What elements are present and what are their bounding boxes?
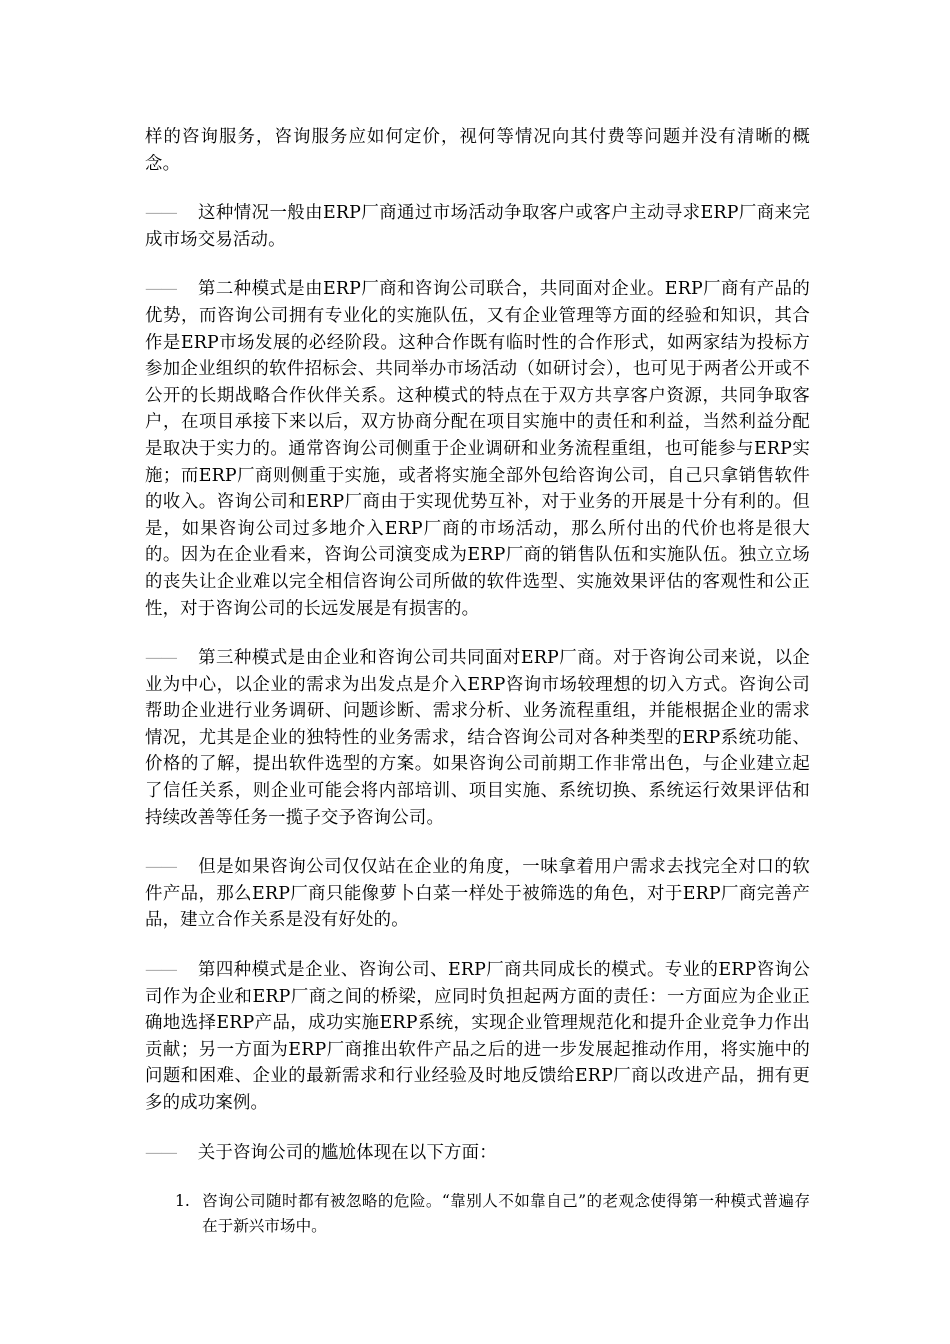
list-item-number: 1. (175, 1192, 190, 1211)
paragraph-text: 样的咨询服务，咨询服务应如何定价，视何等情况向其付费等问题并没有清晰的概念。 (145, 127, 810, 174)
paragraph-4 (145, 645, 810, 831)
lead-dash: —— (145, 1142, 176, 1163)
paragraph-6 (145, 957, 810, 1117)
lead-dash: —— (145, 648, 176, 669)
paragraph-text: 但是如果咨询公司仅仅站在企业的角度，一味拿着用户需求去找完全对口的软件产品，那么ERP厂商只能像萝卜白菜一样处于被筛选的角色，对于ERP厂商完善产品，建立合作关系是没有好处的。 (145, 857, 810, 931)
paragraph-7 (145, 1140, 810, 1167)
document-page (145, 124, 810, 1239)
paragraph-1 (145, 124, 810, 177)
paragraph-3 (145, 276, 810, 622)
paragraph-text: 第四种模式是企业、咨询公司、ERP厂商共同成长的模式。专业的ERP咨询公司作为企业和ERP厂商之间的桥梁，应同时负担起两方面的责任：一方面应为企业正确地选择ERP产品，成功实施ERP系统，实现企业管理规范化和提升企业竞争力作出贡献；另一方面为ERP厂商推出软件产品之后的进一步发展起推动作用，将实施中的问题和困难、企业的最新需求和行业经验及时地反馈给ERP厂商以改进产品，拥有更多的成功案例。 (145, 960, 810, 1113)
lead-dash: —— (145, 960, 176, 981)
paragraph-2 (145, 200, 810, 253)
numbered-list (145, 1189, 810, 1239)
paragraph-text: 关于咨询公司的尴尬体现在以下方面： (197, 1142, 497, 1163)
list-item-text: 咨询公司随时都有被忽略的危险。“靠别人不如靠自己”的老观念使得第一种模式普遍存在于新兴市场中。 (202, 1192, 810, 1236)
lead-dash: —— (145, 279, 176, 300)
paragraph-5 (145, 854, 810, 934)
list-item (145, 1189, 810, 1239)
paragraph-text: 第二种模式是由ERP厂商和咨询公司联合，共同面对企业。ERP厂商有产品的优势，而咨询公司拥有专业化的实施队伍，又有企业管理等方面的经验和知识，其合作是ERP市场发展的必经阶段。这种合作既有临时性的合作形式，如两家结为投标方参加企业组织的软件招标会、共同举办市场活动（如研讨会），也可见于两者公开或不公开的长期战略合作伙伴关系。这种模式的特点在于双方共享客户资源，共同争取客户，在项目承接下来以后，双方协商分配在项目实施中的责任和利益，当然利益分配是取决于实力的。通常咨询公司侧重于企业调研和业务流程重组，也可能参与ERP实施；而ERP厂商则侧重于实施，或者将实施全部外包给咨询公司，自己只拿销售软件的收入。咨询公司和ERP厂商由于实现优势互补，对于业务的开展是十分有利的。但是，如果咨询公司过多地介入ERP厂商的市场活动，那么所付出的代价也将是很大的。因为在企业看来，咨询公司演变成为ERP厂商的销售队伍和实施队伍。独立立场的丧失让企业难以完全相信咨询公司所做的软件选型、实施效果评估的客观性和公正性，对于咨询公司的长远发展是有损害的。 (145, 279, 810, 619)
paragraph-text: 这种情况一般由ERP厂商通过市场活动争取客户或客户主动寻求ERP厂商来完成市场交易活动。 (145, 203, 810, 250)
lead-dash: —— (145, 857, 176, 878)
lead-dash: —— (145, 203, 176, 224)
paragraph-text: 第三种模式是由企业和咨询公司共同面对ERP厂商。对于咨询公司来说，以企业为中心，以企业的需求为出发点是介入ERP咨询市场较理想的切入方式。咨询公司帮助企业进行业务调研、问题诊断、需求分析、业务流程重组，并能根据企业的需求情况，尤其是企业的独特性的业务需求，结合咨询公司对各种类型的ERP系统功能、价格的了解，提出软件选型的方案。如果咨询公司前期工作非常出色，与企业建立起了信任关系，则企业可能会将内部培训、项目实施、系统切换、系统运行效果评估和持续改善等任务一揽子交予咨询公司。 (145, 648, 810, 828)
